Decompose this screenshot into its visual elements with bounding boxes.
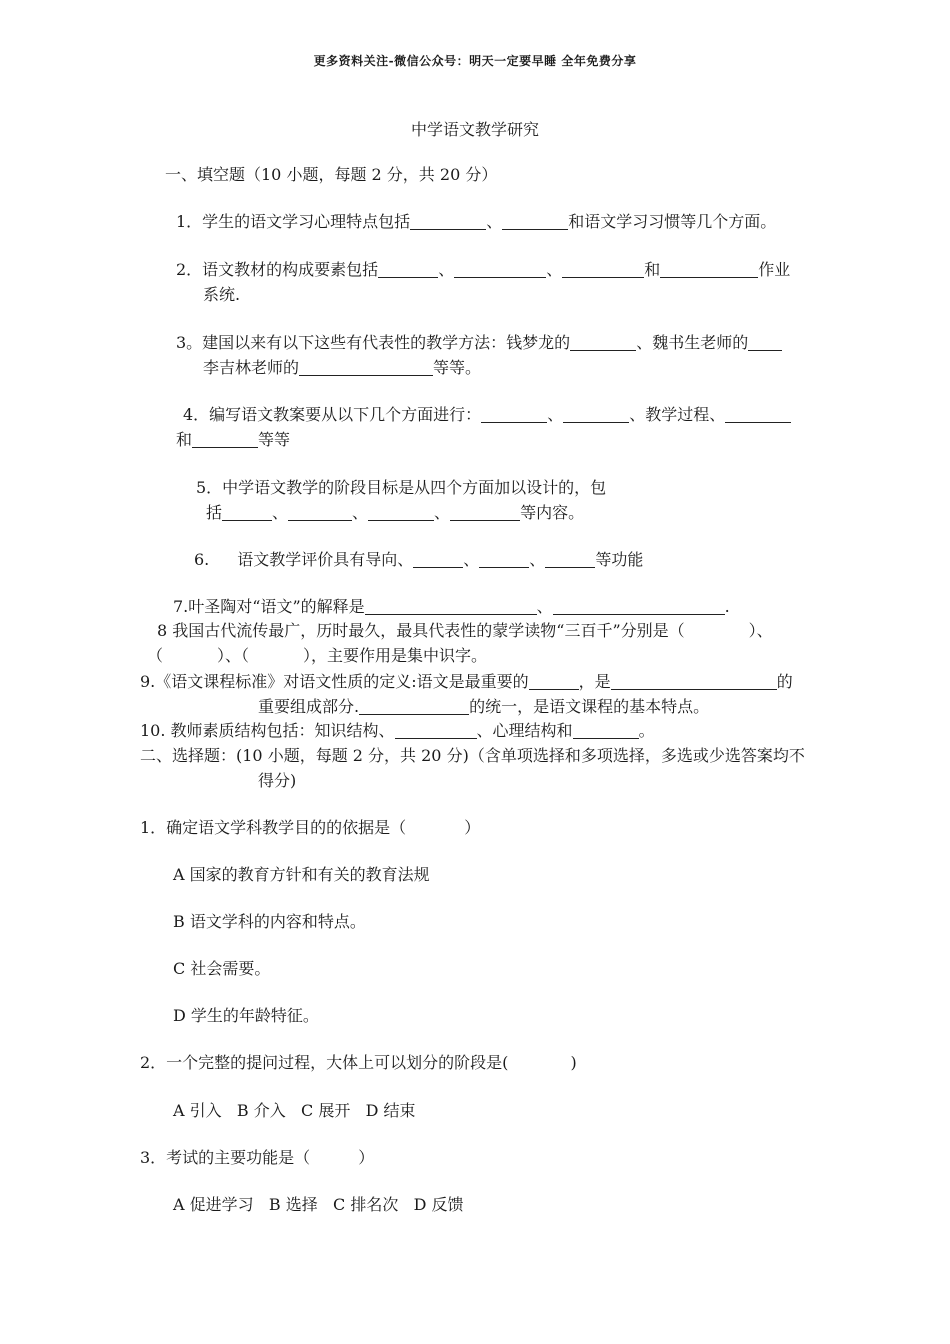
q2-text-b: 、 xyxy=(438,260,455,279)
q10-text-a: 10. 教师素质结构包括：知识结构、 xyxy=(140,721,395,740)
q6-text-a: 语文教学评价具有导向、 xyxy=(237,550,414,569)
q4-blank-1[interactable] xyxy=(481,406,547,423)
mc1-option-a: A 国家的教育方针和有关的教育法规 xyxy=(173,865,430,884)
q3-line-2 xyxy=(203,358,481,378)
q5-blank-4[interactable] xyxy=(450,504,520,521)
q5-line: 5．中学语文教学的阶段目标是从四个方面加以设计的，包 xyxy=(196,478,607,497)
q2-text-e: 作业 xyxy=(758,260,791,279)
mc1-stem-close: ） xyxy=(464,818,481,837)
q8-line xyxy=(157,621,773,641)
q8-text-a: 8 我国古代流传最广，历时最久，最具代表性的蒙学读物“三百千”分别是（ xyxy=(157,621,685,640)
q6-text-c: 、 xyxy=(529,550,546,569)
q6-blank-2[interactable] xyxy=(479,551,529,568)
q6-blank-1[interactable] xyxy=(413,551,463,568)
q2-line xyxy=(176,260,790,280)
page-title: 中学语文教学研究 xyxy=(410,120,539,139)
q3-text-c: 李吉林老师的 xyxy=(203,358,300,377)
q10-blank-2[interactable] xyxy=(573,722,639,739)
q5-blank-3[interactable] xyxy=(368,504,434,521)
mc1-option-c: C 社会需要。 xyxy=(173,959,271,978)
q6-line xyxy=(194,550,643,570)
q4-text-d: 和 xyxy=(176,430,193,449)
q6-number: 6. xyxy=(194,550,210,569)
q5-text-c: 、 xyxy=(272,503,289,522)
mc1-stem xyxy=(140,818,480,838)
q5-blank-2[interactable] xyxy=(288,504,352,521)
q5-text-b: 括 xyxy=(206,503,223,522)
q9-blank-3[interactable] xyxy=(359,698,469,715)
q3-text-d: 等等。 xyxy=(433,358,482,377)
q6-text-d: 等功能 xyxy=(595,550,644,569)
q7-text-b: 、 xyxy=(536,597,553,616)
q9-blank-1[interactable] xyxy=(529,673,579,690)
q2-blank-4[interactable] xyxy=(660,261,758,278)
mc1-option-d: D 学生的年龄特征。 xyxy=(173,1006,319,1025)
q2-text-c: 、 xyxy=(546,260,563,279)
q8-line-2 xyxy=(147,646,487,666)
q5-text-e: 、 xyxy=(434,503,451,522)
q4-text-c: 、教学过程、 xyxy=(629,405,726,424)
q2-text-a: 2．语文教材的构成要素包括 xyxy=(176,260,379,279)
q7-line xyxy=(173,597,730,617)
q9-line-2 xyxy=(258,697,709,717)
q10-text-c: 。 xyxy=(638,721,655,740)
q1-blank-1[interactable] xyxy=(410,213,486,230)
mc3-stem-close: ） xyxy=(358,1148,375,1167)
q4-line xyxy=(183,405,791,425)
q1-text-c: 和语文学习习惯等几个方面。 xyxy=(568,212,777,231)
q3-blank-3[interactable] xyxy=(299,359,433,376)
q8-text-b: ）、 xyxy=(748,621,773,640)
section2-heading: 二、选择题：(10 小题，每题 2 分，共 20 分)（含单项选择和多项选择，多选或少选答案均不 xyxy=(140,746,805,765)
q9-text-b: ，是 xyxy=(578,672,611,691)
q4-blank-2[interactable] xyxy=(563,406,629,423)
q5-line-2 xyxy=(206,503,584,523)
q7-text-a: 7.叶圣陶对“语文”的解释是 xyxy=(173,597,365,616)
q2-text-d: 和 xyxy=(644,260,661,279)
q2-blank-2[interactable] xyxy=(454,261,546,278)
mc2-stem-text: 2．一个完整的提问过程，大体上可以划分的阶段是( xyxy=(140,1053,509,1072)
q7-text-c: . xyxy=(724,597,730,616)
q1-text-a: 1．学生的语文学习心理特点包括 xyxy=(176,212,411,231)
q9-text-e: 的统一，是语文课程的基本特点。 xyxy=(469,697,710,716)
mc1-stem-text: 1．确定语文学科教学目的的依据是（ xyxy=(140,818,407,837)
mc2-stem xyxy=(140,1053,577,1073)
q9-text-d: 重要组成部分. xyxy=(258,697,360,716)
mc3-stem-text: 3．考试的主要功能是（ xyxy=(140,1148,311,1167)
q3-blank-2[interactable] xyxy=(748,334,782,351)
q4-blank-3[interactable] xyxy=(725,406,791,423)
q2-line-2: 系统. xyxy=(203,285,241,304)
mc3-options: A 促进学习 B 选择 C 排名次 D 反馈 xyxy=(173,1195,464,1214)
q3-text-b: 、魏书生老师的 xyxy=(636,333,749,352)
q3-text-a: 3。建国以来有以下这些有代表性的教学方法：钱梦龙的 xyxy=(176,333,571,352)
q9-line xyxy=(140,672,793,692)
q4-text-e: 等等 xyxy=(258,430,291,449)
section2-heading-2: 得分) xyxy=(258,771,297,790)
q4-text-b: 、 xyxy=(547,405,564,424)
q10-blank-1[interactable] xyxy=(395,722,477,739)
q4-text-a: 4．编写语文教案要从以下几个方面进行： xyxy=(183,405,482,424)
q3-blank-1[interactable] xyxy=(570,334,636,351)
q9-text-c: 的 xyxy=(776,672,793,691)
q4-blank-4[interactable] xyxy=(192,431,258,448)
mc2-options: A 引入 B 介入 C 展开 D 结束 xyxy=(173,1101,416,1120)
q3-line xyxy=(176,333,782,353)
q7-blank-1[interactable] xyxy=(365,598,537,615)
q4-line-2 xyxy=(176,430,290,450)
q2-blank-3[interactable] xyxy=(562,261,644,278)
q8-text-c: （ xyxy=(147,646,164,665)
section1-heading: 一、填空题（10 小题，每题 2 分，共 20 分） xyxy=(165,165,498,184)
page-header: 更多资料关注-微信公众号：明天一定要早睡 全年免费分享 xyxy=(313,54,637,68)
q5-text-d: 、 xyxy=(352,503,369,522)
q9-blank-2[interactable] xyxy=(611,673,777,690)
q1-blank-2[interactable] xyxy=(502,213,568,230)
q8-text-d: ）、（ xyxy=(217,646,250,665)
q6-text-b: 、 xyxy=(463,550,480,569)
q1-line xyxy=(176,212,776,232)
mc1-option-b: B 语文学科的内容和特点。 xyxy=(173,912,366,931)
q7-blank-2[interactable] xyxy=(553,598,725,615)
q5-text-f: 等内容。 xyxy=(520,503,585,522)
q10-text-b: 、心理结构和 xyxy=(476,721,573,740)
mc3-stem xyxy=(140,1148,374,1168)
q8-text-e: ），主要作用是集中识字。 xyxy=(303,646,488,665)
mc2-stem-close: ) xyxy=(570,1053,577,1072)
q6-blank-3[interactable] xyxy=(545,551,595,568)
q10-line xyxy=(140,721,655,741)
q9-text-a: 9.《语文课程标准》对语文性质的定义:语文是最重要的 xyxy=(140,672,529,691)
q1-text-b: 、 xyxy=(486,212,503,231)
q5-blank-1[interactable] xyxy=(222,504,272,521)
q2-blank-1[interactable] xyxy=(378,261,438,278)
